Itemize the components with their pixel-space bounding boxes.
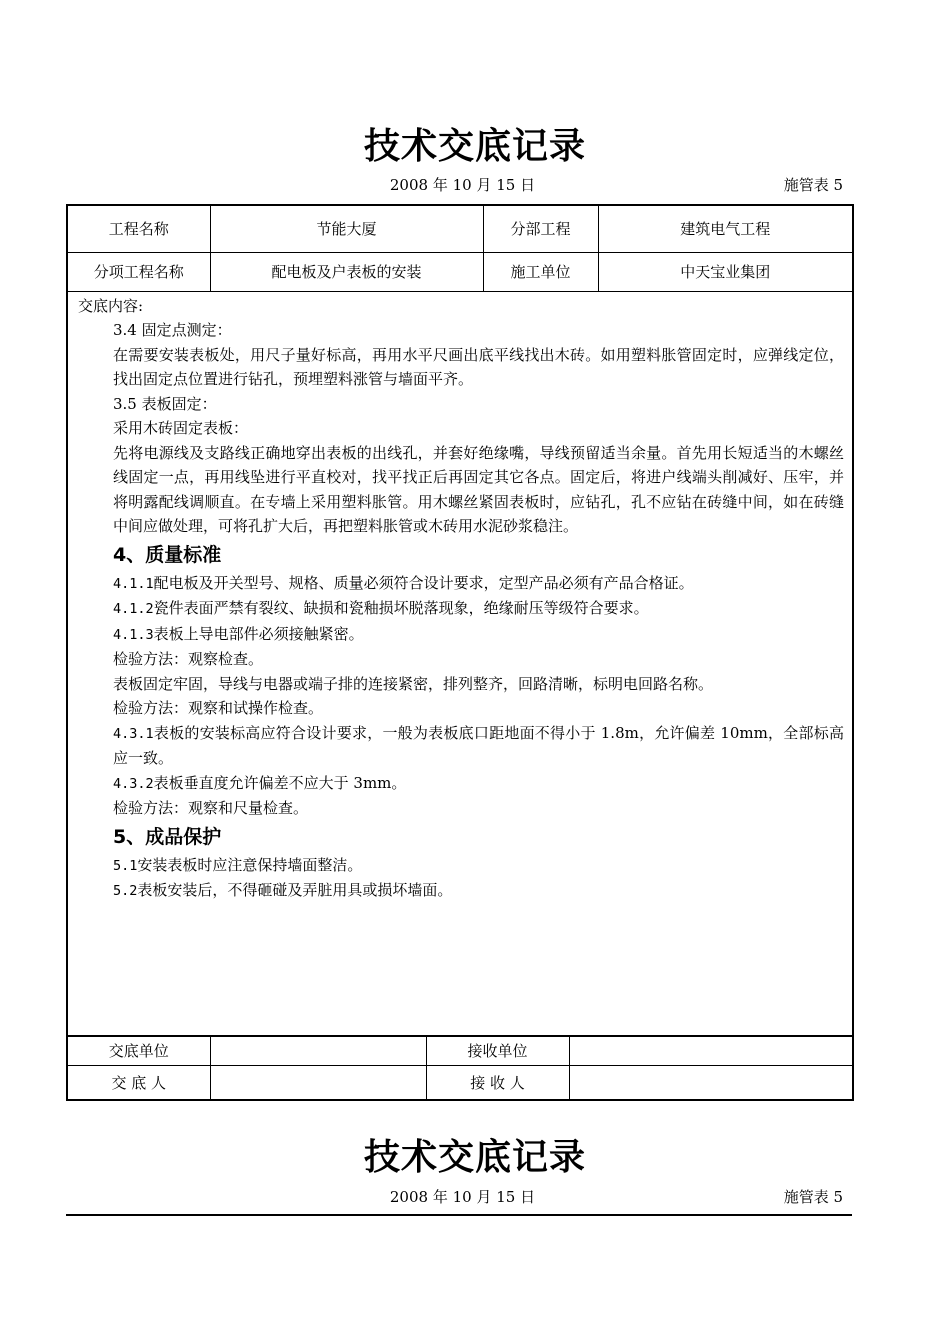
quality-item xyxy=(78,771,844,797)
item-number: 5.2 xyxy=(113,883,138,899)
protection-item xyxy=(78,853,844,879)
heading-product-protection: 5、成品保护 xyxy=(113,825,222,848)
item-text: 安装表板时应注意保持墙面整洁。 xyxy=(137,855,363,874)
item-text: 表板上导电部件必须接触紧密。 xyxy=(153,624,364,643)
receiving-unit-value xyxy=(569,1036,853,1065)
item-number: 4.3.1 xyxy=(113,725,154,742)
record-form xyxy=(66,204,854,1037)
inspection-method: 检验方法：观察检查。 xyxy=(113,650,264,668)
quality-item xyxy=(78,721,844,771)
page-title: 技术交底记录 xyxy=(363,126,586,167)
content-cell xyxy=(67,291,853,1036)
section-3-4-text: 在需要安装表板处，用尺子量好标高，再用水平尺画出底平线找出木砖。如用塑料胀管固定时，应弹线定位，找出固定点位置进行钻孔，预埋塑料涨管与墙面平齐。 xyxy=(113,345,844,388)
item-number: 4.1.2 xyxy=(113,601,154,617)
project-name-label: 工程名称 xyxy=(67,205,210,252)
contractor-value: 中天宝业集团 xyxy=(598,252,853,291)
heading-quality-standard: 4、质量标准 xyxy=(113,543,222,566)
briefing-content xyxy=(68,292,852,904)
division-value: 建筑电气工程 xyxy=(598,205,853,252)
inspection-method: 检验方法：观察和试操作检查。 xyxy=(113,699,324,717)
subitem-value: 配电板及户表板的安装 xyxy=(210,252,483,291)
quality-item xyxy=(78,622,844,648)
protection-item xyxy=(78,878,844,904)
table-top-border xyxy=(66,1214,852,1216)
form-number: 施管表 5 xyxy=(783,1188,843,1206)
section-3-5-title: 3.5 表板固定： xyxy=(113,394,217,413)
item-text: 表板垂直度允许偏差不应大于 3mm。 xyxy=(153,773,407,792)
quality-item xyxy=(78,596,844,622)
project-name-value: 节能大厦 xyxy=(210,205,483,252)
header-row xyxy=(67,205,853,252)
item-number: 5.1 xyxy=(113,857,138,874)
issuer-value xyxy=(210,1065,426,1100)
quality-item xyxy=(78,571,844,597)
subitem-label: 分项工程名称 xyxy=(67,252,210,291)
item-number: 4.1.1 xyxy=(113,575,154,592)
signature-row xyxy=(67,1065,853,1100)
header-row xyxy=(67,252,853,291)
page-title: 技术交底记录 xyxy=(363,1137,586,1178)
fixing-requirement: 表板固定牢固，导线与电器或端子排的连接紧密，排列整齐，回路清晰，标明电回路名称。 xyxy=(113,674,714,693)
receiving-unit-label: 接收单位 xyxy=(426,1036,569,1065)
item-text: 表板安装后，不得砸碰及弄脏用具或损坏墙面。 xyxy=(137,881,453,899)
item-number: 4.3.2 xyxy=(113,775,154,792)
issuing-unit-label: 交底单位 xyxy=(67,1036,210,1065)
signature-row xyxy=(67,1036,853,1065)
section-3-4-title: 3.4 固定点测定： xyxy=(113,321,232,339)
signature-table xyxy=(66,1035,854,1101)
record-date: 2008 年 10 月 15 日 xyxy=(389,176,536,194)
section-3-5-text: 先将电源线及支路线正确地穿出表板的出线孔，并套好绝缘嘴，导线预留适当余量。首先用长短适当的木螺丝线固定一点，再用线坠进行平直校对，找平找正后再固定其它各点。固定后，将进户线端头削减好、压牢，并将明露配线调顺直。在专墙上采用塑料胀管。用木螺丝紧固表板时，应钻孔，孔不应钻在砖缝中间，如在砖缝中间应做处理，可将孔扩大后，再把塑料胀管或木砖用水泥砂浆稳注。 xyxy=(113,443,844,535)
section-3-5-subtitle: 采用木砖固定表板： xyxy=(113,419,249,437)
receiver-value xyxy=(569,1065,853,1100)
contractor-label: 施工单位 xyxy=(483,252,598,291)
item-text: 配电板及开关型号、规格、质量必须符合设计要求，定型产品必须有产品合格证。 xyxy=(153,573,694,592)
record-date: 2008 年 10 月 15 日 xyxy=(389,1188,536,1206)
form-number: 施管表 5 xyxy=(783,176,843,194)
content-label: 交底内容: xyxy=(78,296,144,315)
item-text: 瓷件表面严禁有裂纹、缺损和瓷釉损坏脱落现象，绝缘耐压等级符合要求。 xyxy=(153,599,649,617)
receiver-label: 接 收 人 xyxy=(426,1065,569,1100)
inspection-method: 检验方法：观察和尺量检查。 xyxy=(113,799,309,817)
division-label: 分部工程 xyxy=(483,205,598,252)
item-text: 表板的安装标高应符合设计要求，一般为表板底口距地面不得小于 1.8m，允许偏差 10mm，全部标高应一致。 xyxy=(113,723,844,767)
issuing-unit-value xyxy=(210,1036,426,1065)
item-number: 4.1.3 xyxy=(113,626,154,643)
issuer-label: 交 底 人 xyxy=(67,1065,210,1100)
